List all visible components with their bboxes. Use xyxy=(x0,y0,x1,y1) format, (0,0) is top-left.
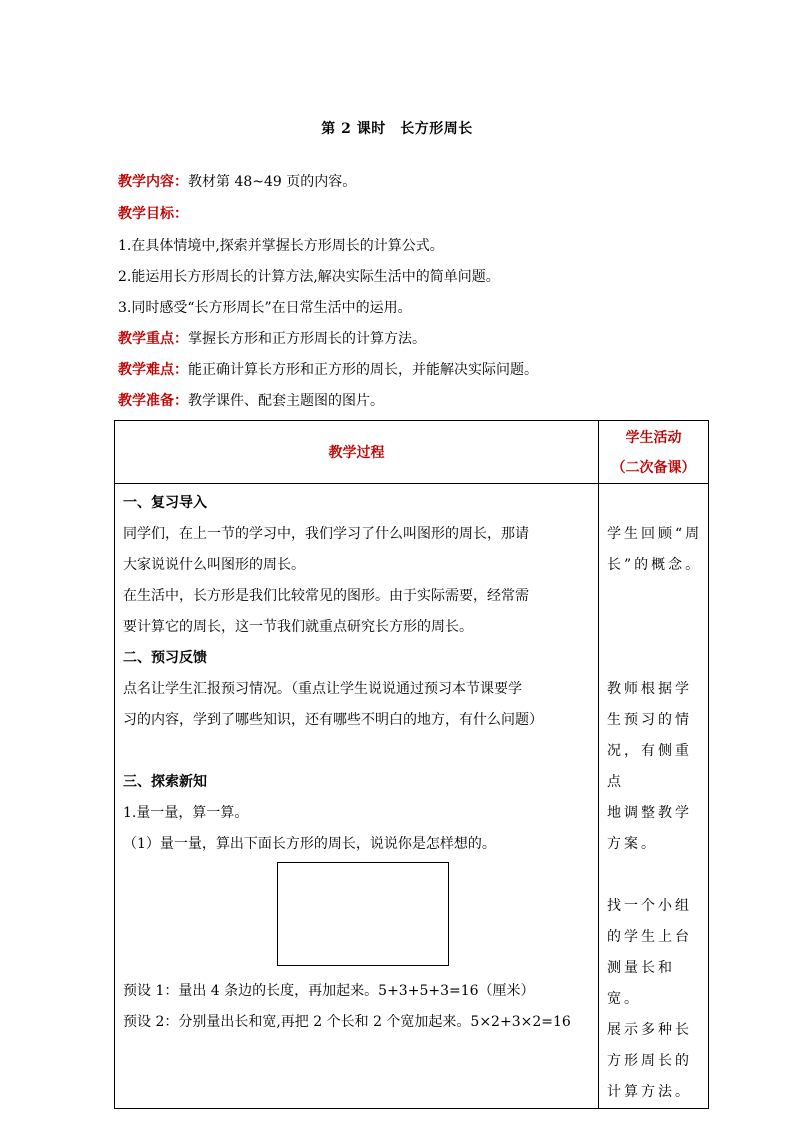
activity-note: 找一个小组 xyxy=(607,898,692,914)
goal-text-3: 3.同时感受“长方形周长”在日常生活中的运用。 xyxy=(118,300,412,316)
goal-item-1 xyxy=(118,236,444,256)
header-line-content xyxy=(118,172,356,192)
activity-note: 测量长和宽。 xyxy=(607,960,675,1007)
activity-note: 方案。 xyxy=(607,836,658,852)
rectangle-figure-area xyxy=(123,860,592,976)
lesson-table xyxy=(114,420,709,1109)
activity-note: 况，有侧重点 xyxy=(607,743,692,790)
goal-item-2 xyxy=(118,267,500,287)
section-review-text: 大家说说什么叫图形的周长。 xyxy=(123,557,305,573)
spacer xyxy=(607,860,704,891)
section-explore-title: 三、探索新知 xyxy=(123,774,207,790)
header-line-preparation xyxy=(118,391,384,411)
activity-note: 方形周长的 xyxy=(607,1053,692,1069)
student-activity-header-line1: 学生活动 xyxy=(625,430,682,446)
goal-text-1: 1.在具体情境中,探索并掌握长方形周长的计算公式。 xyxy=(118,238,444,254)
spacer xyxy=(607,612,704,643)
rectangle-figure xyxy=(277,862,449,966)
activity-note: 展示多种长 xyxy=(607,1022,692,1038)
activity-note: 计算方法。 xyxy=(607,1084,692,1100)
teaching-process-cell xyxy=(115,484,599,1109)
section-preview-text: 点名让学生汇报预习情况。（重点让学生说说通过预习本节课要学 xyxy=(123,681,522,697)
spacer xyxy=(123,736,592,767)
student-activity-header-line2: （二次备课） xyxy=(611,460,696,476)
explore-item-1: 1.量一量，算一算。 xyxy=(123,805,249,821)
activity-note: 学生回顾“周 xyxy=(607,526,703,542)
activity-note: 的学生上台 xyxy=(607,929,692,945)
preparation-text: 教学课件、配套主题图的图片。 xyxy=(188,393,384,409)
content-label: 教学内容： xyxy=(118,174,188,190)
section-review-text: 同学们，在上一节的学习中，我们学习了什么叫图形的周长，那请 xyxy=(123,526,529,542)
section-preview-title: 二、预习反馈 xyxy=(123,650,207,666)
activity-note: 教师根据学 xyxy=(607,681,692,697)
key-points-label: 教学重点： xyxy=(118,331,188,347)
activity-note: 地调整教学 xyxy=(607,805,692,821)
student-activity-header xyxy=(599,421,709,484)
section-review-text: 要计算它的周长，这一节我们就重点研究长方形的周长。 xyxy=(123,619,473,635)
goal-item-3 xyxy=(118,298,412,318)
header-line-goals xyxy=(118,204,188,224)
activity-note: 长”的概念。 xyxy=(607,557,703,573)
preset-2: 预设 2：分别量出长和宽,再把 2 个长和 2 个宽加起来。5×2+3×2=16 xyxy=(123,1014,571,1030)
difficulties-text: 能正确计算长方形和正方形的周长，并能解决实际问题。 xyxy=(188,362,538,378)
spacer xyxy=(607,581,704,612)
teaching-process-header: 教学过程 xyxy=(115,421,599,484)
goals-label: 教学目标： xyxy=(118,206,188,222)
section-review-text: 在生活中，长方形是我们比较常见的图形。由于实际需要，经常需 xyxy=(123,588,529,604)
spacer xyxy=(607,643,704,674)
page-title: 第 2 课时 长方形周长 xyxy=(321,121,473,137)
content-text: 教材第 48~49 页的内容。 xyxy=(188,174,357,190)
header-line-difficulties xyxy=(118,360,538,380)
header-line-key-points xyxy=(118,329,426,349)
activity-note: 生预习的情 xyxy=(607,712,692,728)
explore-item-1-1: （1）量一量，算出下面长方形的周长，说说你是怎样想的。 xyxy=(123,836,496,852)
spacer xyxy=(607,488,704,519)
student-activity-cell xyxy=(599,484,709,1109)
difficulties-label: 教学难点： xyxy=(118,362,188,378)
section-preview-text: 习的内容，学到了哪些知识，还有哪些不明白的地方，有什么问题） xyxy=(123,712,543,728)
key-points-text: 掌握长方形和正方形周长的计算方法。 xyxy=(188,331,426,347)
preparation-label: 教学准备： xyxy=(118,393,188,409)
section-review-title: 一、复习导入 xyxy=(123,495,207,511)
preset-1: 预设 1：量出 4 条边的长度，再加起来。5+3+5+3=16（厘米） xyxy=(123,983,535,999)
goal-text-2: 2.能运用长方形周长的计算方法,解决实际生活中的简单问题。 xyxy=(118,269,500,285)
